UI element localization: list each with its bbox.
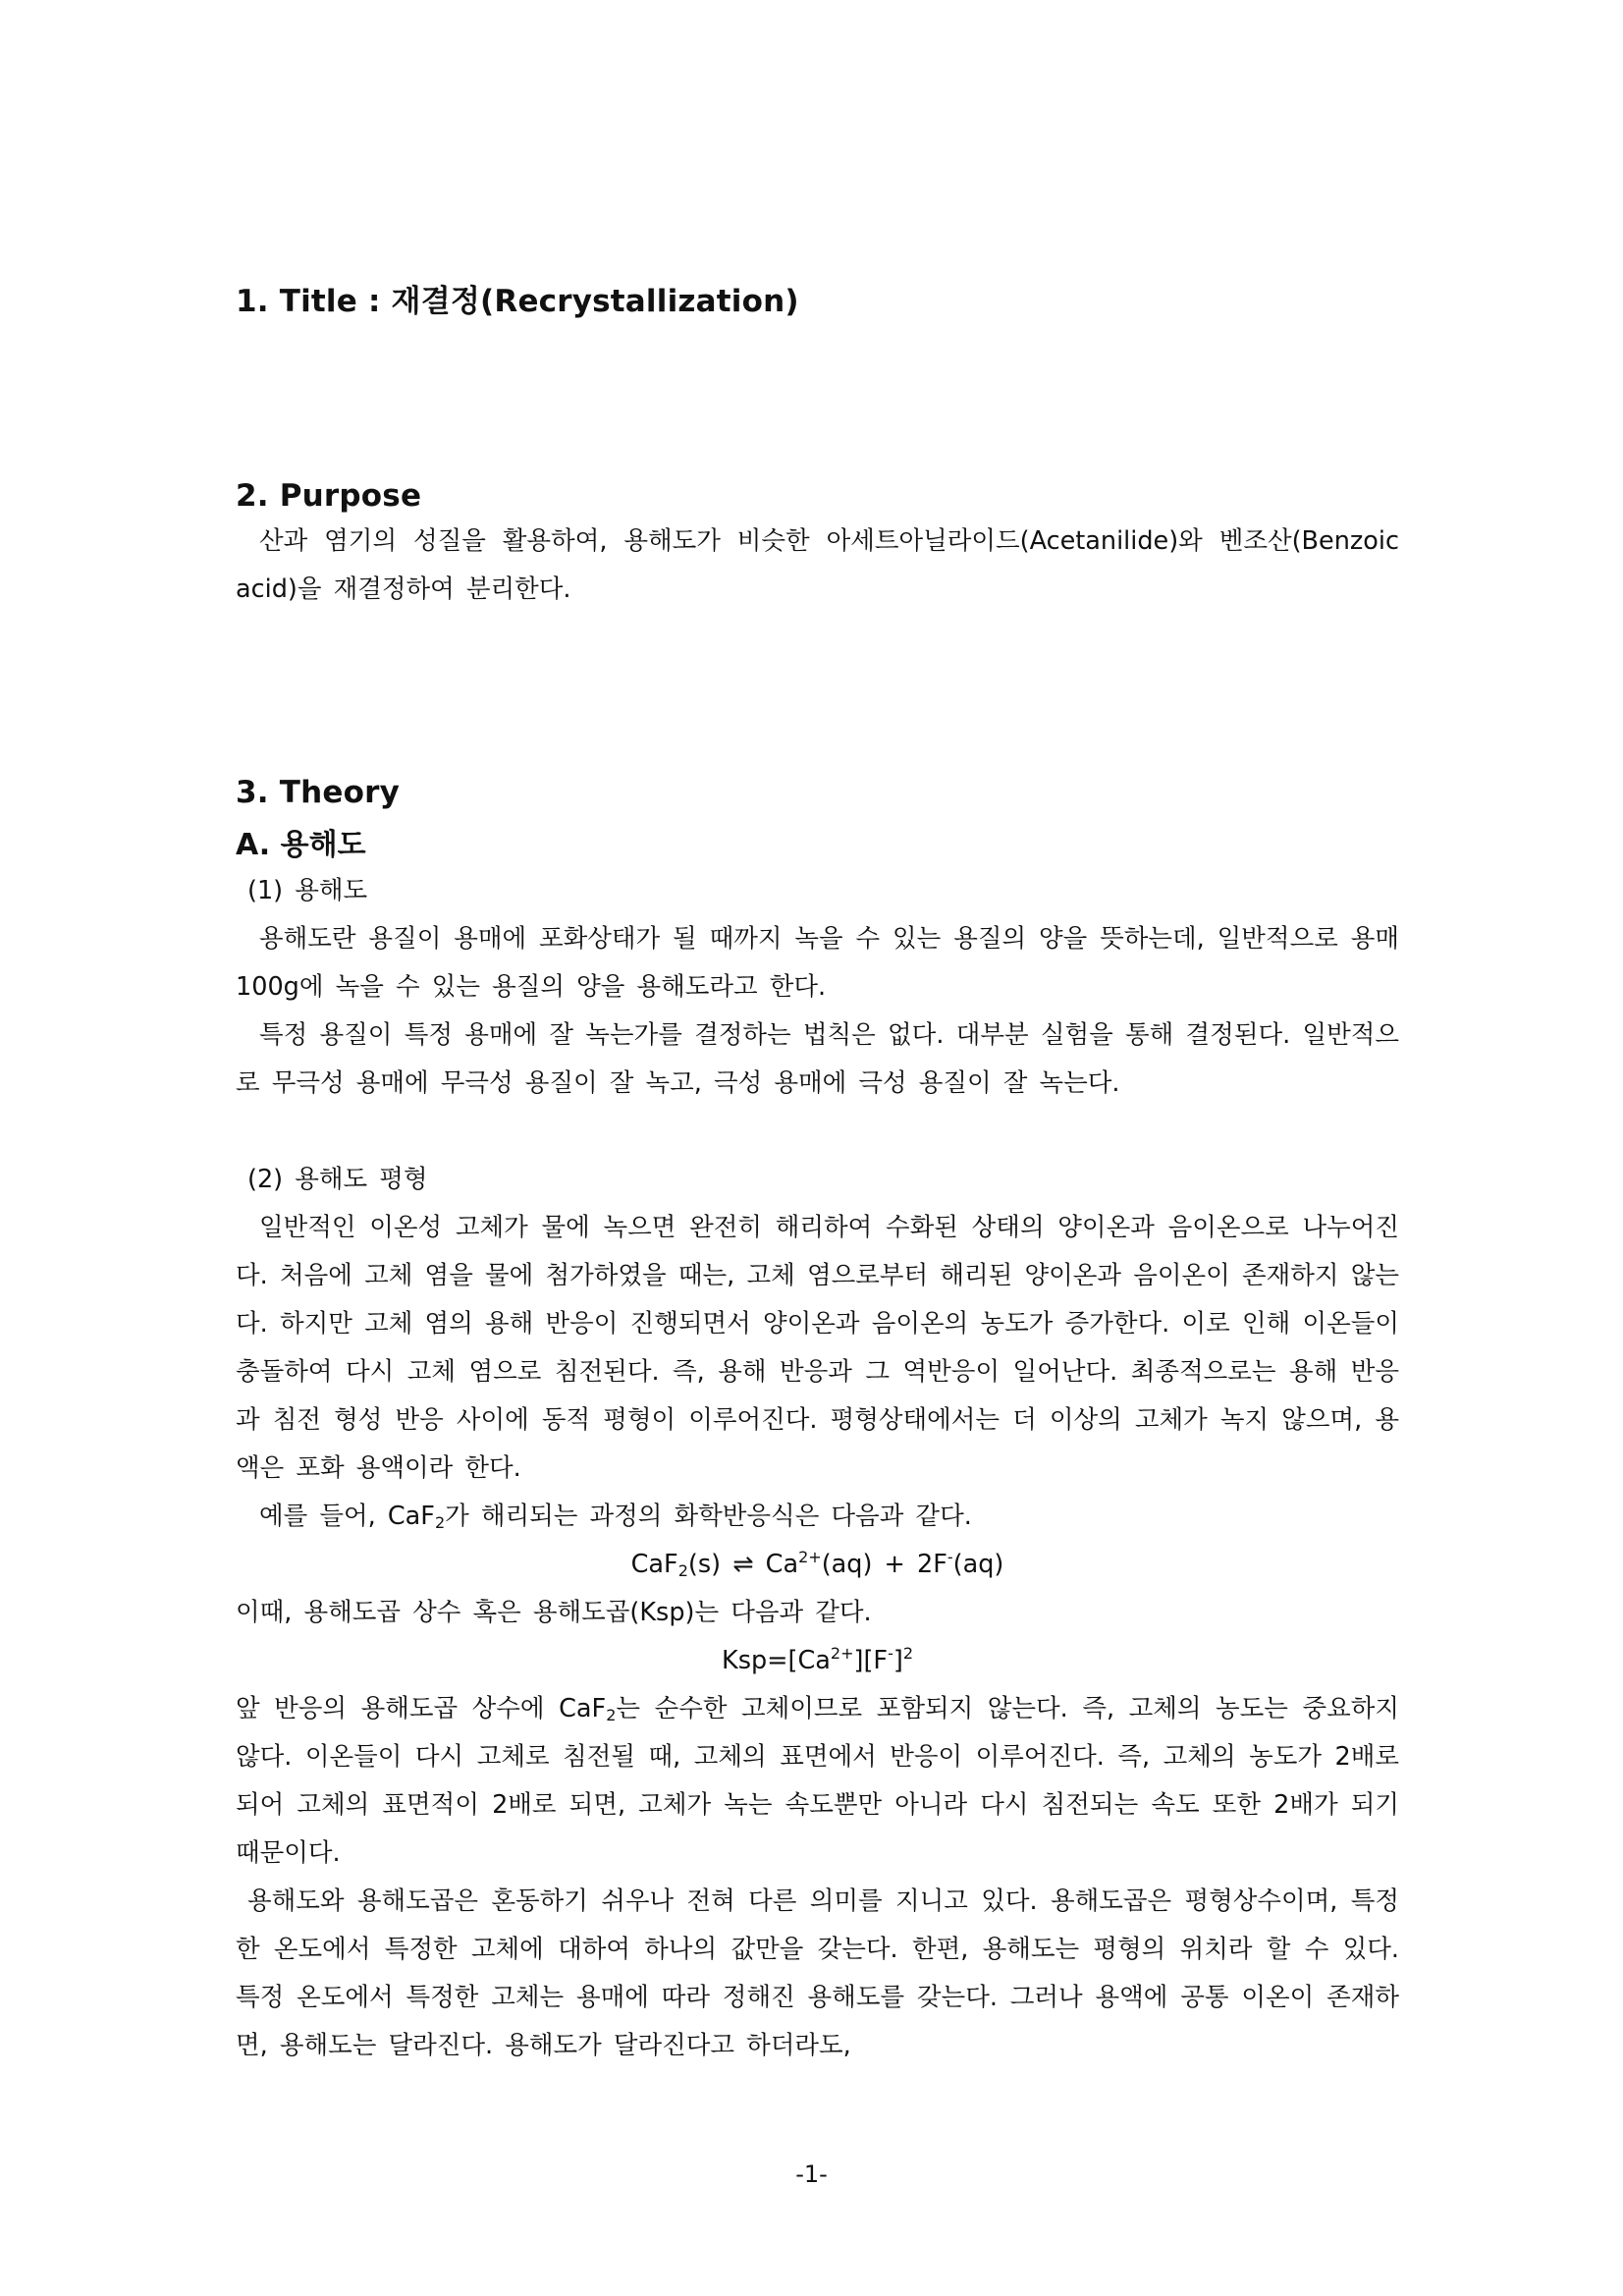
eq2-b: ][F — [853, 1646, 889, 1675]
eq2-c: ] — [893, 1646, 903, 1675]
title-heading: 1. Title : 재결정(Recrystallization) — [236, 284, 799, 319]
item1-paragraph-1: 용해도란 용질이 용매에 포화상태가 될 때까지 녹을 수 있는 용질의 양을 뜻하는데, 일반적으로 용매 100g에 녹을 수 있는 용질의 양을 용해도라고 한다. — [236, 924, 1399, 1002]
ksp-intro: 이때, 용해도곱 상수 혹은 용해도곱(Ksp)는 다음과 같다. — [236, 1598, 872, 1627]
item2-label: (2) 용해도 평형 — [247, 1165, 428, 1194]
item1-label: (1) 용해도 — [247, 876, 368, 905]
eq1-b-sup: 2+ — [798, 1548, 822, 1566]
page-number: -1- — [795, 2160, 828, 2188]
spacer — [236, 1108, 1399, 1156]
item2-p2-subscript: 2 — [434, 1513, 446, 1532]
eq1-d: (aq) — [952, 1550, 1004, 1579]
item2-p2-after: 가 해리되는 과정의 화학반응식은 다음과 같다. — [445, 1502, 972, 1531]
eq2-c-sup: 2 — [902, 1644, 914, 1663]
eq1-a-sub: 2 — [677, 1561, 688, 1580]
eq2-a: Ksp=[Ca — [721, 1646, 831, 1675]
theory-subheading: A. 용해도 — [236, 828, 366, 862]
equation-dissociation — [236, 1541, 1399, 1589]
eq1-a: CaF — [630, 1550, 678, 1579]
item2-paragraph-4: 용해도와 용해도곱은 혼동하기 쉬우나 전혀 다른 의미를 지니고 있다. 용해도곱은 평형상수이며, 특정한 온도에서 특정한 고체에 대하여 하나의 값만을 갖는다. 한편, 용해도는 평형의 위치라 할 수 있다. 특정 온도에서 특정한 고체는 용매에 따라 정해진 용해도를 갖는다. 그러나 용액에 공통 이온이 존재하면, 용해도는 달라진다. 용해도가 달라진다고 하더라도, — [236, 1886, 1399, 2060]
item2-p2-before: 예를 들어, CaF — [259, 1502, 435, 1531]
eq2-a-sup: 2+ — [830, 1644, 854, 1663]
item2-p3-after: 는 순수한 고체이므로 포함되지 않는다. 즉, 고체의 농도는 중요하지 않다. 이온들이 다시 고체로 침전될 때, 고체의 표면에서 반응이 이루어진다. 즉, 고체의 농도가 2배로 되어 고체의 표면적이 2배로 되면, 고체가 녹는 속도뿐만 아니라 다시 침전되는 속도 또한 2배가 되기 때문이다. — [236, 1694, 1399, 1868]
item2-p3-before: 앞 반응의 용해도곱 상수에 CaF — [236, 1694, 607, 1723]
eq2-b-sup: - — [888, 1644, 893, 1663]
item2-paragraph-3 — [236, 1685, 1399, 1878]
item2-p3-subscript: 2 — [606, 1706, 617, 1724]
equation-ksp — [236, 1637, 1399, 1685]
eq1-c: (aq) + 2F — [821, 1550, 947, 1579]
item1-paragraph-2: 특정 용질이 특정 용매에 잘 녹는가를 결정하는 법칙은 없다. 대부분 실험을 통해 결정된다. 일반적으로 무극성 용매에 무극성 용질이 잘 녹고, 극성 용매에 극성 용질이 잘 녹는다. — [236, 1020, 1399, 1098]
theory-heading: 3. Theory — [236, 775, 400, 810]
purpose-heading: 2. Purpose — [236, 478, 422, 514]
eq1-b: (s) ⇌ Ca — [687, 1550, 799, 1579]
item2-paragraph-2 — [236, 1493, 1399, 1541]
eq1-c-sup: - — [947, 1548, 953, 1566]
item2-paragraph-1: 일반적인 이온성 고체가 물에 녹으면 완전히 해리하여 수화된 상태의 양이온과 음이온으로 나누어진다. 처음에 고체 염을 물에 첨가하였을 때는, 고체 염으로부터 해리된 양이온과 음이온이 존재하지 않는다. 하지만 고체 염의 용해 반응이 진행되면서 양이온과 음이온의 농도가 증가한다. 이로 인해 이온들이 충돌하여 다시 고체 염으로 침전된다. 즉, 용해 반응과 그 역반응이 일어난다. 최종적으로는 용해 반응과 침전 형성 반응 사이에 동적 평형이 이루어진다. 평형상태에서는 더 이상의 고체가 녹지 않으며, 용액은 포화 용액이라 한다. — [236, 1213, 1399, 1483]
page-content — [236, 280, 1399, 2070]
purpose-text: 산과 염기의 성질을 활용하여, 용해도가 비슷한 아세트아닐라이드(Acetanilide)와 벤조산(Benzoic acid)을 재결정하여 분리한다. — [236, 526, 1399, 604]
